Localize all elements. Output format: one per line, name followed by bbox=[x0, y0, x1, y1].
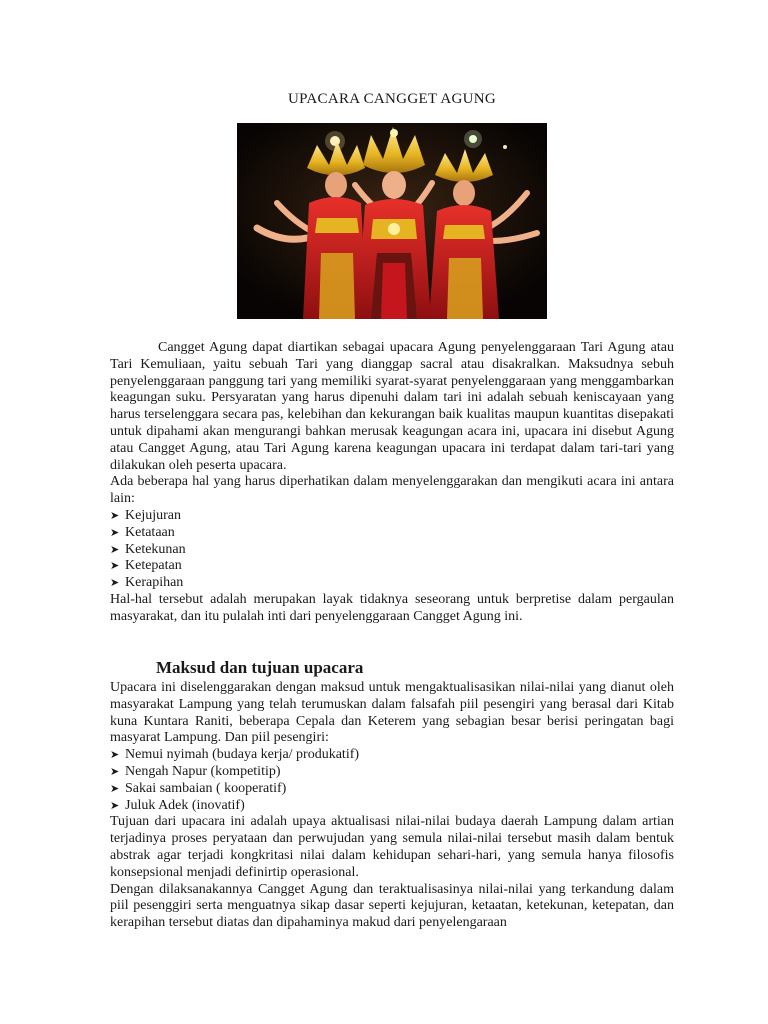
paragraph-significance: Hal-hal tersebut adalah merupakan layak tidaknya seseorang untuk berpretise dalam pergaulan masyarakat, dan itu pulalah inti dari penyelenggaraan Cangget Agung ini. bbox=[110, 591, 674, 624]
arrowhead-bullet-icon: ➤ bbox=[110, 764, 120, 778]
values-list bbox=[110, 508, 674, 592]
document-body-intro bbox=[110, 340, 674, 626]
list-item-text: Sakai sambaian ( kooperatif) bbox=[125, 780, 287, 796]
list-item-text: Ketekunan bbox=[125, 541, 186, 557]
arrowhead-bullet-icon: ➤ bbox=[110, 781, 120, 795]
list-item bbox=[110, 764, 674, 781]
arrowhead-bullet-icon: ➤ bbox=[110, 559, 120, 573]
list-item bbox=[110, 575, 674, 592]
paragraph-definition: Cangget Agung dapat diartikan sebagai upacara Agung penyelenggaraan Tari Agung atau Tari Kemuliaan, yaitu sebuah Tari yang dianggap sacral atau disakralkan. Maksudnya sebuh penyelenggaraan panggung tari yang memiliki syarat-syarat penyelenggaraan yang menggambarkan keagungan suku. Persyaratan yang harus dipenuhi dalam tari ini adalah sebuah keniscayaan yang harus terselenggara secara pas, kelebihan dan kekurangan baik kualitas maupun kuantitas disepakati untuk dipahami akan mengurangi bahkan merusak keagungan acara ini, upacara ini disebut Agung atau Cangget Agung, atau Tari Agung karena keagungan upacara ini terdapat dalam tari-tari yang dilakukan oleh peserta upacara. bbox=[110, 340, 674, 473]
paragraph-conclusion: Dengan dilaksanakannya Cangget Agung dan teraktualisasinya nilai-nilai yang terkandung dalam piil pesenggiri serta menguatnya sikap dasar seperti kejujuran, ketaatan, ketekunan, ketepatan, dan kerapihan tersebut diatas dan dipahaminya makud dari penyelengaraan bbox=[110, 881, 674, 931]
list-item bbox=[110, 798, 674, 815]
dancers-photo bbox=[237, 123, 547, 319]
dancers-photo-icon bbox=[237, 123, 547, 319]
arrowhead-bullet-icon: ➤ bbox=[110, 576, 120, 590]
list-item-text: Kejujuran bbox=[125, 507, 181, 523]
document-title: UPACARA CANGGET AGUNG bbox=[287, 91, 496, 107]
paragraph-requirements-intro: Ada beberapa hal yang harus diperhatikan dalam menyelenggarakan dan mengikuti acara ini antara lain: bbox=[110, 474, 674, 507]
list-item bbox=[110, 558, 674, 575]
list-item-text: Nemui nyimah (budaya kerja/ produkatif) bbox=[125, 747, 360, 763]
list-item bbox=[110, 747, 674, 764]
list-item bbox=[110, 781, 674, 798]
piil-pesengiri-list bbox=[110, 747, 674, 814]
list-item-text: Ketataan bbox=[125, 524, 175, 540]
arrowhead-bullet-icon: ➤ bbox=[110, 508, 120, 522]
list-item bbox=[110, 508, 674, 525]
paragraph-goal: Tujuan dari upacara ini adalah upaya aktualisasi nilai-nilai budaya daerah Lampung dalam artian terjadinya proses peryataan dan perwujudan yang semula nilai-nilai tersebut masih dalam bentuk abstrak agar terjadi kongkritasi nilai dalam kehidupan sehari-hari, yang semula hanya filosofis konsepsional menjadi definirtip operasional. bbox=[110, 814, 674, 880]
list-item bbox=[110, 525, 674, 542]
paragraph-purpose: Upacara ini diselenggarakan dengan maksud untuk mengaktualisasikan nilai-nilai yang dianut oleh masyarakat Lampung yang telah terumuskan dalam falsafah piil pesengiri yang berasal dari Kitab kuna Kuntara Raniti, beberapa Cepala dan Keterem yang sebagian besar berisi peringatan bagi masyarat Lampung. Dan piil pesengiri: bbox=[110, 680, 674, 746]
list-item-text: Juluk Adek (inovatif) bbox=[125, 797, 245, 813]
arrowhead-bullet-icon: ➤ bbox=[110, 525, 120, 539]
document-body-purpose bbox=[110, 657, 674, 932]
arrowhead-bullet-icon: ➤ bbox=[110, 748, 120, 762]
arrowhead-bullet-icon: ➤ bbox=[110, 542, 120, 556]
section-heading: Maksud dan tujuan upacara bbox=[156, 658, 364, 677]
arrowhead-bullet-icon: ➤ bbox=[110, 798, 120, 812]
list-item-text: Ketepatan bbox=[125, 558, 182, 574]
list-item-text: Nengah Napur (kompetitip) bbox=[125, 763, 281, 779]
list-item bbox=[110, 542, 674, 559]
list-item-text: Kerapihan bbox=[125, 575, 184, 591]
